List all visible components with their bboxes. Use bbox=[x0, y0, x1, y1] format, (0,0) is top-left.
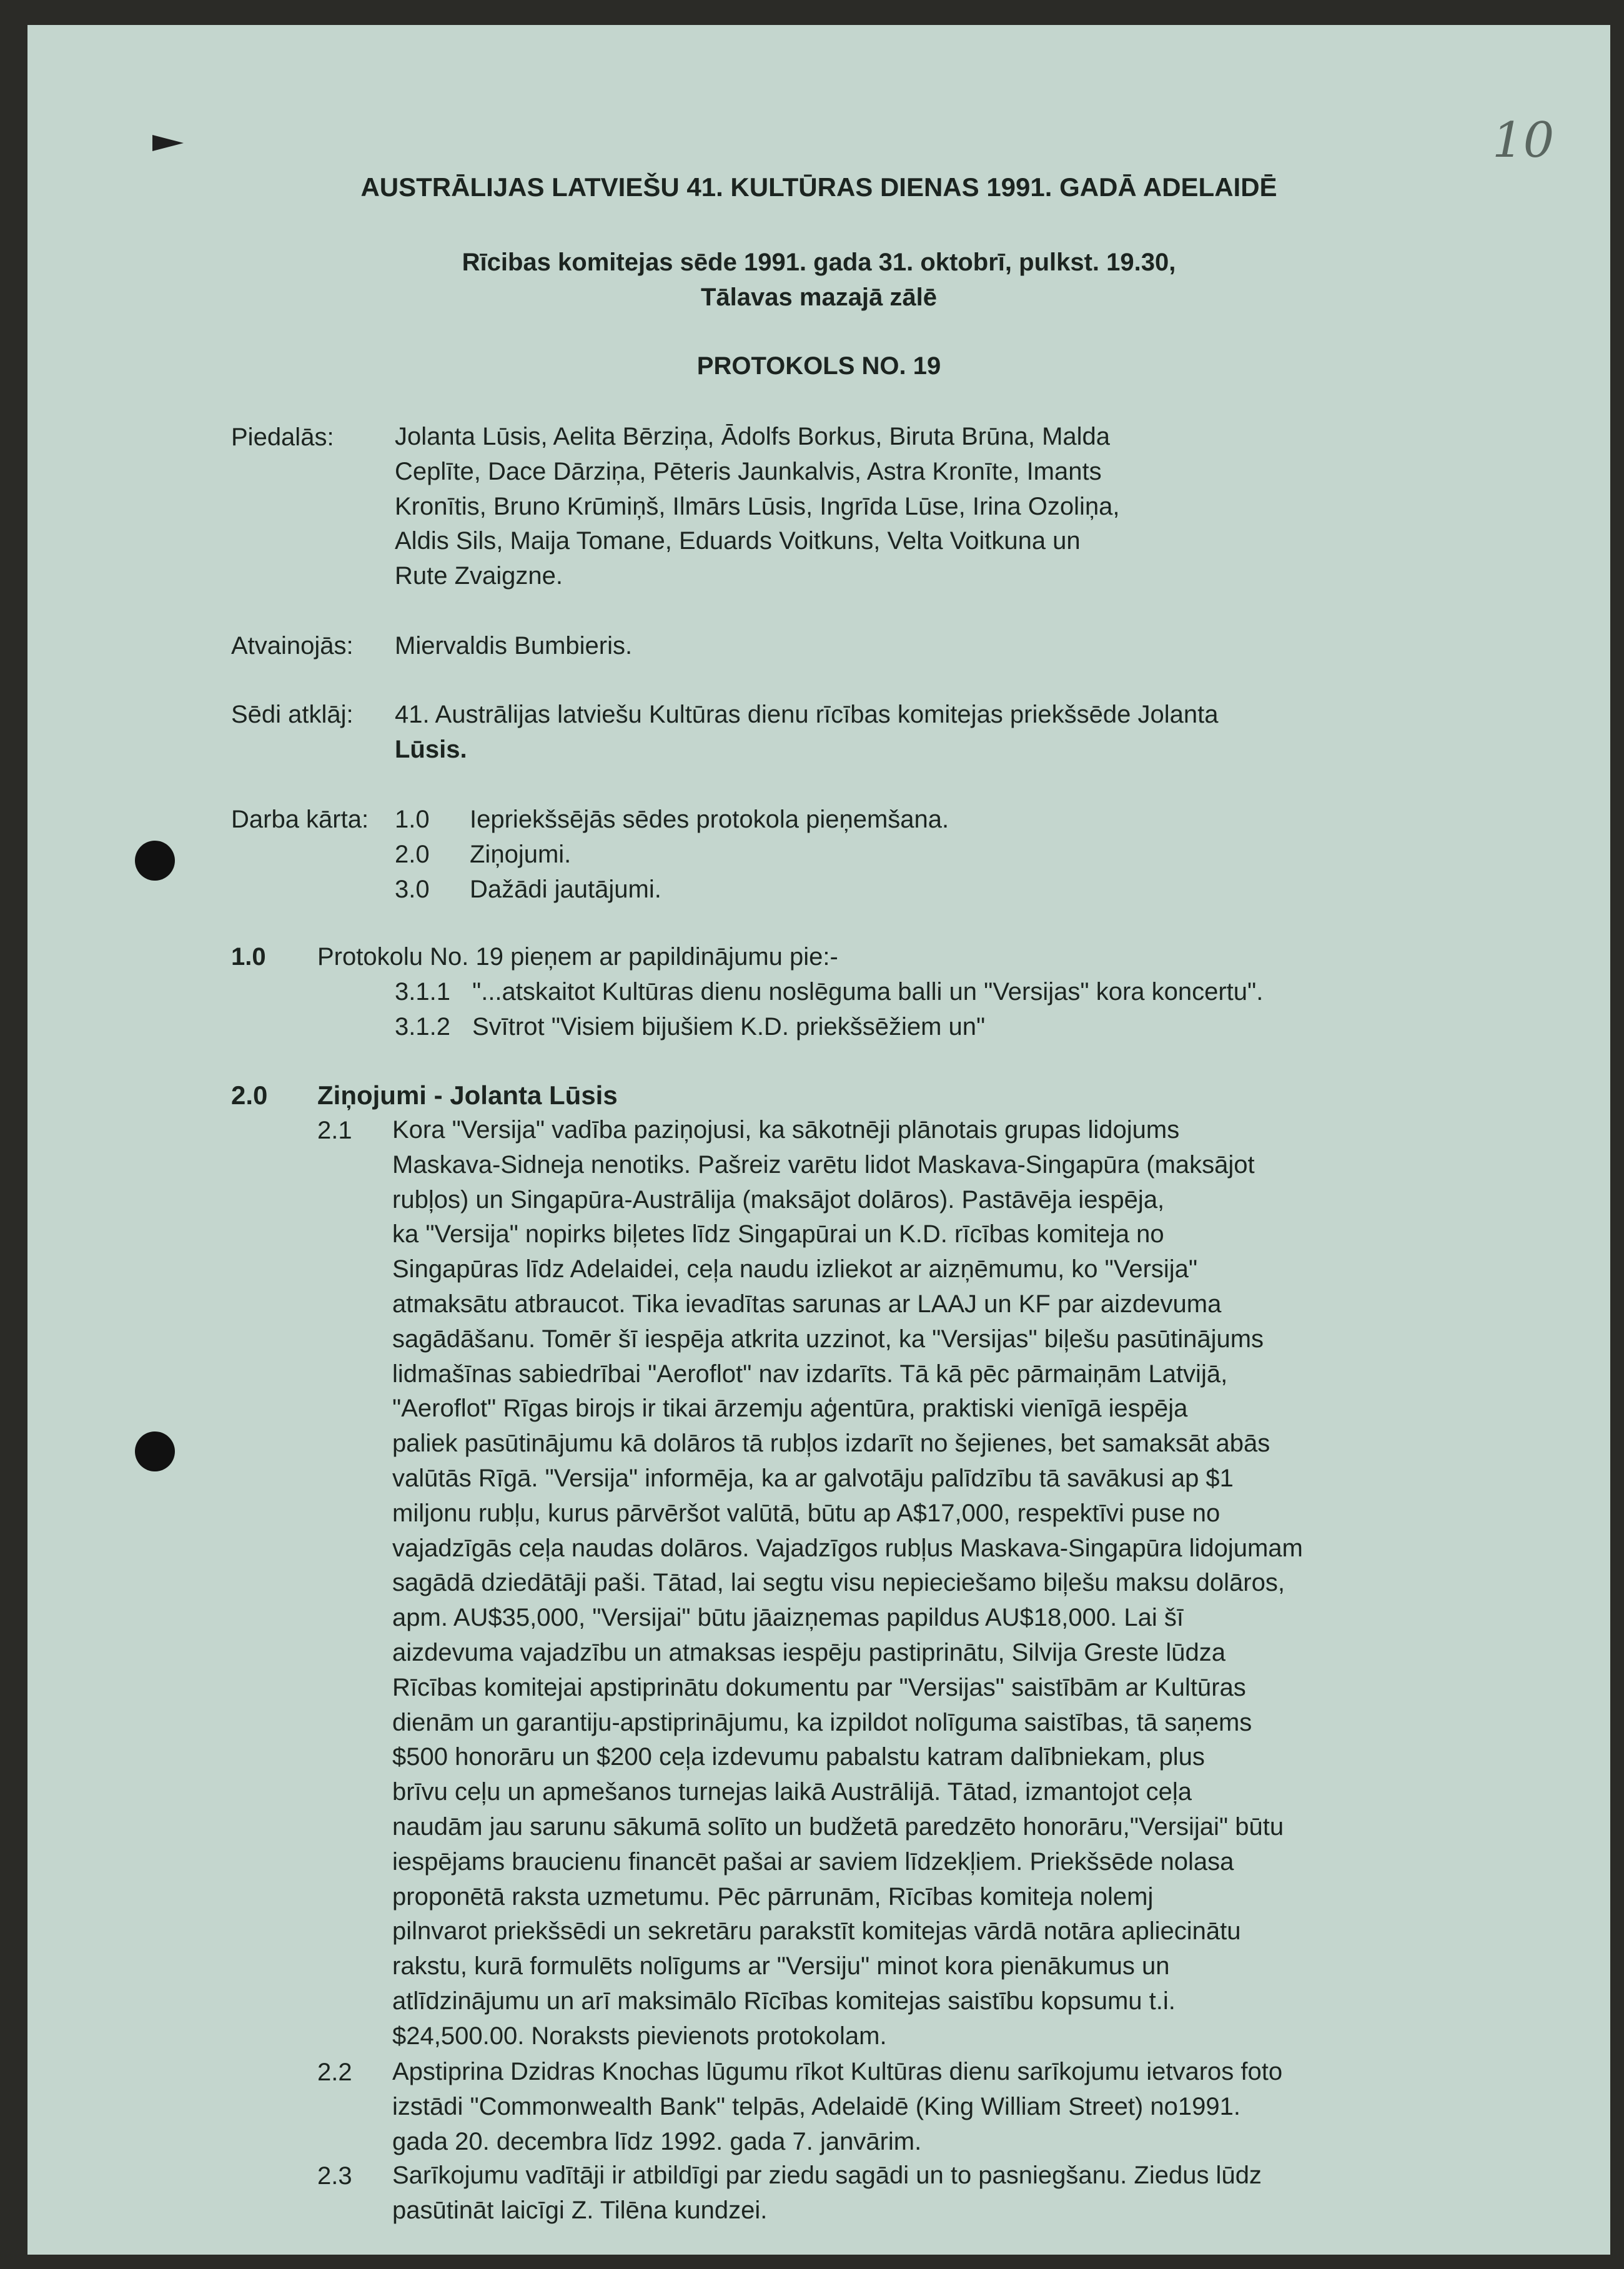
paragraph-line: pilnvarot priekšsēdi un sekretāru parakstīt komitejas vārdā notāra apliecinātu bbox=[392, 1917, 1241, 1945]
paragraph-line: valūtās Rīgā. "Versija" informēja, ka ar galvotāju palīdzību tā savākusi ap $1 bbox=[392, 1464, 1234, 1492]
document-title: AUSTRĀLIJAS LATVIEŠU 41. KULTŪRAS DIENAS 1991. GADĀ ADELAIDĒ bbox=[360, 172, 1277, 202]
meeting-info-line2: Tālavas mazajā zālē bbox=[700, 284, 938, 311]
paragraph-line: Maskava-Sidneja nenotiks. Pašreiz varētu lidot Maskava-Singapūra (maksājot bbox=[392, 1150, 1255, 1179]
paragraph-line: sagādā dziedātāji paši. Tātad, lai segtu visu nepieciešamo biļešu maksu dolāros, bbox=[392, 1569, 1285, 1597]
paragraph-line: rubļos) un Singapūra-Austrālija (maksājot dolāros). Pastāvēja iespēja, bbox=[392, 1185, 1165, 1214]
paragraph-line: Kora "Versija" vadība paziņojusi, ka sākotnēji plānotais grupas lidojums bbox=[392, 1116, 1180, 1144]
meeting-info-line1: Rīcibas komitejas sēde 1991. gada 31. oktobrī, pulkst. 19.30, bbox=[462, 249, 1176, 276]
paragraph-line: vajadzīgās ceļa naudas dolāros. Vajadzīgos rubļus Maskava-Singapūra lidojumam bbox=[392, 1534, 1303, 1562]
opened-label: Sēdi atklāj: bbox=[231, 701, 354, 728]
paragraph-line: proponētā raksta uzmetumu. Pēc pārrunām, Rīcības komiteja nolemj bbox=[392, 1882, 1154, 1911]
present-label: Piedalās: bbox=[231, 423, 334, 451]
item-2-1-paragraph bbox=[392, 1113, 1367, 2054]
paragraph-line: miljonu rubļu, kurus pārvēršot valūtā, būtu ap A$17,000, respektīvi puse no bbox=[392, 1499, 1220, 1527]
present-list bbox=[395, 420, 1363, 594]
paragraph-line: ka "Versija" nopirks biļetes līdz Singapūrai un K.D. rīcības komiteja no bbox=[392, 1220, 1164, 1248]
paragraph-line: aizdevuma vajadzību un atmaksas iespēju pastiprinātu, Silvija Greste lūdza bbox=[392, 1638, 1226, 1666]
page-number: 10 bbox=[1492, 112, 1555, 169]
opened-line1: 41. Austrālijas latviešu Kultūras dienu rīcības komitejas priekšsēde Jolanta bbox=[395, 701, 1219, 728]
paragraph-line: rakstu, kurā formulēts nolīgums ar "Versiju" minot kora pienākumus un bbox=[392, 1952, 1170, 1980]
agenda-item-number: 2.0 bbox=[395, 841, 430, 868]
paragraph-line: Singapūras līdz Adelaidei, ceļa naudu izliekot ar aizņēmumu, ko "Versija" bbox=[392, 1255, 1198, 1283]
agenda-label: Darba kārta: bbox=[231, 806, 369, 833]
paragraph-line: izstādi "Commonwealth Bank" telpās, Adelaidē (King William Street) no1991. bbox=[392, 2092, 1240, 2120]
apologies-label: Atvainojās: bbox=[231, 632, 354, 660]
paragraph-line: pasūtināt laicīgi Z. Tilēna kundzei. bbox=[392, 2196, 768, 2224]
present-line: Kronītis, Bruno Krūmiņš, Ilmārs Lūsis, Ingrīda Lūse, Irina Ozoliņa, bbox=[395, 492, 1120, 520]
opened-line2: Lūsis. bbox=[395, 736, 467, 763]
paragraph-line: Apstiprina Dzidras Knochas lūgumu rīkot Kultūras dienu sarīkojumu ietvaros foto bbox=[392, 2058, 1283, 2085]
item-2-2-paragraph bbox=[392, 2055, 1367, 2159]
punch-hole-icon bbox=[135, 841, 175, 881]
protocol-number: PROTOKOLS NO. 19 bbox=[696, 352, 941, 380]
section2-title: Ziņojumi - Jolanta Lūsis bbox=[317, 1080, 618, 1110]
present-line: Aldis Sils, Maija Tomane, Eduards Voitkuns, Velta Voitkuna un bbox=[395, 527, 1081, 555]
subitem-number: 3.1.2 bbox=[395, 1013, 450, 1041]
punch-hole-icon bbox=[135, 1431, 175, 1471]
apologies-text: Miervaldis Bumbieris. bbox=[395, 632, 633, 660]
agenda-item-number: 3.0 bbox=[395, 876, 430, 903]
paragraph-line: brīvu ceļu un apmešanos turnejas laikā Austrālijā. Tātad, izmantojot ceļa bbox=[392, 1778, 1192, 1806]
present-line: Ceplīte, Dace Dārziņa, Pēteris Jaunkalvis, Astra Kronīte, Imants bbox=[395, 457, 1102, 485]
agenda-item-text: Dažādi jautājumi. bbox=[470, 876, 661, 903]
paragraph-line: iespējams braucienu financēt pašai ar saviem līdzekļiem. Priekšsēde nolasa bbox=[392, 1847, 1234, 1876]
item-2-3-paragraph bbox=[392, 2158, 1367, 2228]
document-page bbox=[27, 25, 1610, 2255]
paragraph-line: Sarīkojumu vadītāji ir atbildīgi par ziedu sagādi un to pasniegšanu. Ziedus lūdz bbox=[392, 2162, 1262, 2189]
paragraph-line: "Aeroflot" Rīgas birojs ir tikai ārzemju aģentūra, praktiski vienīgā iespēja bbox=[392, 1395, 1188, 1423]
section-number: 2.0 bbox=[231, 1080, 268, 1110]
agenda-item-text: Ziņojumi. bbox=[470, 841, 572, 868]
paragraph-line: naudām jau sarunu sākumā solīto un budžetā paredzēto honorāru,"Versijai" būtu bbox=[392, 1812, 1284, 1841]
section1-text: Protokolu No. 19 pieņem ar papildinājumu pie:- bbox=[317, 943, 838, 971]
paragraph-line: atlīdzinājumu un arī maksimālo Rīcības komitejas saistību kopsumu t.i. bbox=[392, 1987, 1176, 2015]
present-line: Jolanta Lūsis, Aelita Bērziņa, Ādolfs Borkus, Biruta Brūna, Malda bbox=[395, 423, 1111, 450]
subitem-text: "...atskaitot Kultūras dienu noslēguma balli un "Versijas" kora koncertu". bbox=[472, 978, 1264, 1006]
paragraph-line: $24,500.00. Noraksts pievienots protokolam. bbox=[392, 2022, 887, 2050]
paragraph-line: lidmašīnas sabiedrībai "Aeroflot" nav izdarīts. Tā kā pēc pārmaiņām Latvijā, bbox=[392, 1360, 1228, 1388]
subitem-number: 3.1.1 bbox=[395, 978, 450, 1006]
paragraph-line: $500 honorāru un $200 ceļa izdevumu pabalstu katram dalībniekam, plus bbox=[392, 1743, 1205, 1771]
paragraph-line: apm. AU$35,000, "Versijai" būtu jāaizņemas papildus AU$18,000. Lai šī bbox=[392, 1604, 1184, 1632]
paragraph-line: gada 20. decembra līdz 1992. gada 7. janvārim. bbox=[392, 2127, 922, 2155]
subitem-text: Svītrot "Visiem bijušiem K.D. priekšsēžiem un" bbox=[472, 1013, 986, 1041]
item-number: 2.2 bbox=[317, 2059, 352, 2086]
paragraph-line: atmaksātu atbraucot. Tika ievadītas sarunas ar LAAJ un KF par aizdevuma bbox=[392, 1290, 1222, 1318]
item-number: 2.1 bbox=[317, 1117, 352, 1144]
agenda-item-number: 1.0 bbox=[395, 806, 430, 833]
arrow-mark-icon bbox=[152, 135, 184, 151]
paragraph-line: sagādāšanu. Tomēr šī iespēja atkrita uzzinot, ka "Versijas" biļešu pasūtinājums bbox=[392, 1325, 1264, 1353]
paragraph-line: dienām un garantiju-apstiprinājumu, ka izpildot nolīguma saistības, tā saņems bbox=[392, 1708, 1252, 1736]
section-number: 1.0 bbox=[231, 943, 266, 971]
item-number: 2.3 bbox=[317, 2162, 352, 2190]
present-line: Rute Zvaigzne. bbox=[395, 562, 563, 590]
paragraph-line: Rīcības komitejai apstiprinātu dokumentu par "Versijas" saistībām ar Kultūras bbox=[392, 1673, 1246, 1701]
agenda-item-text: Iepriekšsējās sēdes protokola pieņemšana. bbox=[470, 806, 949, 833]
paragraph-line: paliek pasūtinājumu kā dolāros tā rubļos izdarīt no šejienes, bet samaksāt abās bbox=[392, 1430, 1270, 1458]
